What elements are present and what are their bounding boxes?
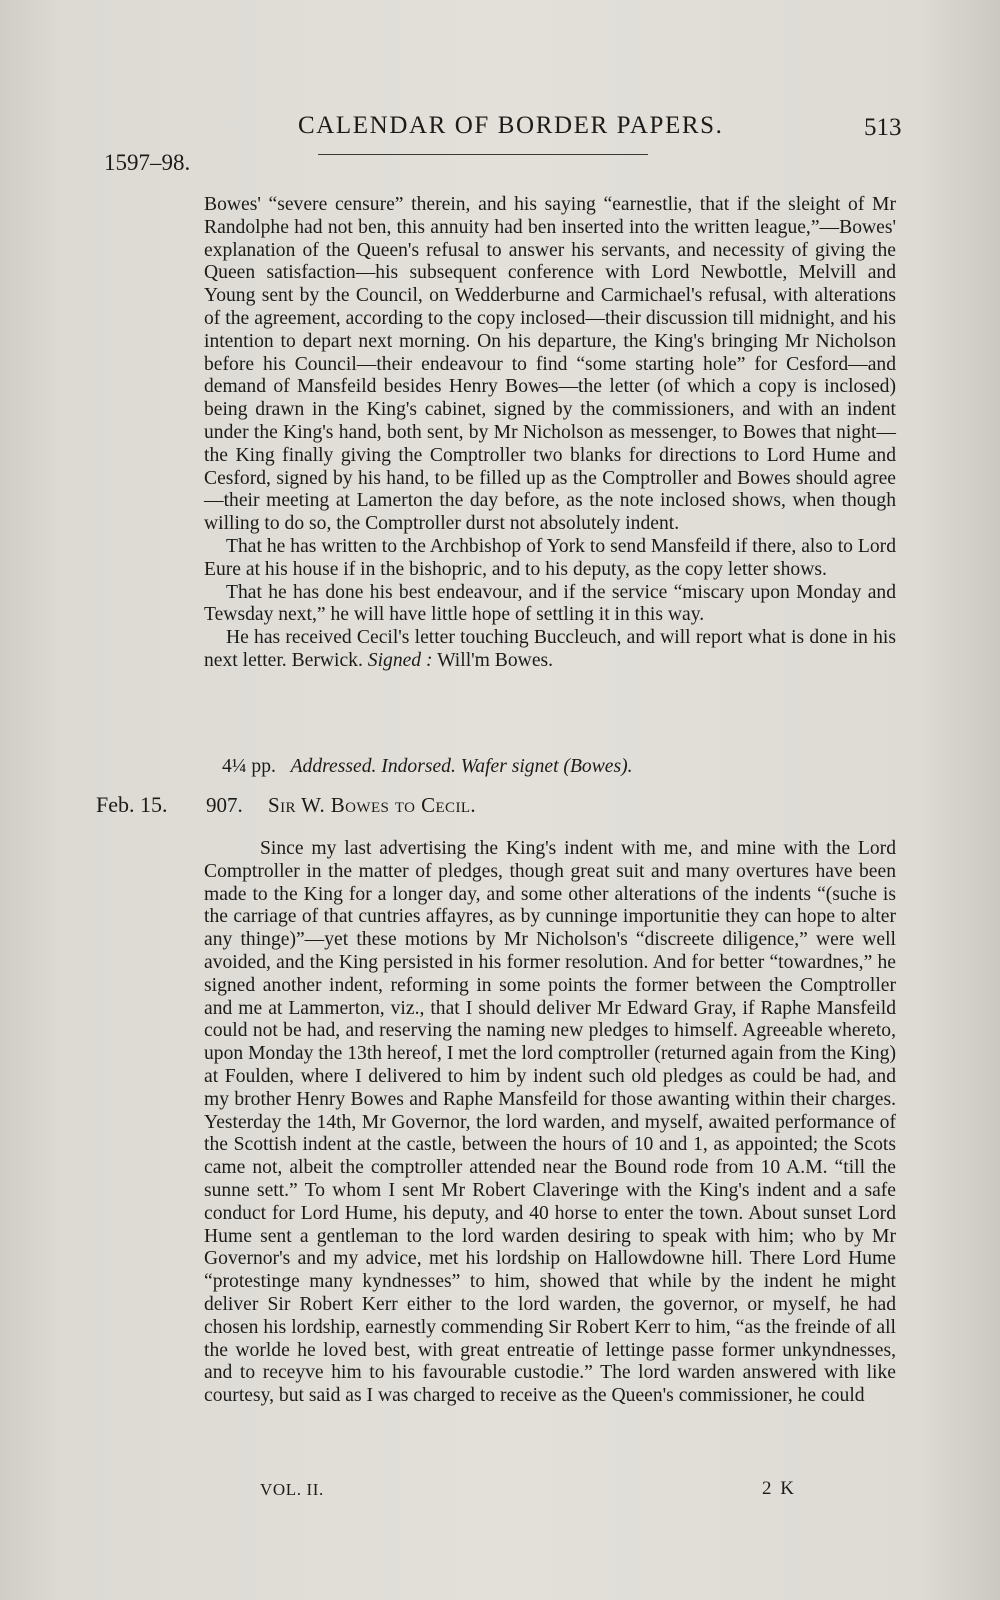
running-title: CALENDAR OF BORDER PAPERS. <box>298 112 724 139</box>
paragraph: That he has done his best endeavour, and if the service “miscary upon Monday and Tewsday next,” he will have little hope of settling it in this way. <box>204 581 896 626</box>
entry-number: 907. <box>206 793 243 817</box>
paragraph-with-signature <box>204 627 896 673</box>
entry-heading: Sir W. Bowes to Cecil. <box>268 793 477 817</box>
entry-body <box>204 838 896 1408</box>
continued-entry <box>204 194 896 673</box>
paragraph: Since my last advertising the King's indent with me, and mine with the Lord Comptroller in the matter of pledges, though great suit and many overtures have been made to the King for a longer day, and some other alterations of the indents “(suche is the carriage of that cuntries affayres, as by cunninge importunitie they can hope to alter any thinge)”—yet these motions by Mr Nicholson's “discreete diligence,” were well avoided, and the King persisted in his former resolution. And for better “towardnes,” he signed another indent, reforming in some points the former between the Comptroller and me at Lammerton, viz., that I should deliver Mr Edward Gray, if Raphe Mansfeild could not be had, and reserving the naming new pledges to himself. Agreeable whereto, upon Monday the 13th hereof, I met the lord comptroller (returned again from the King) at Foulden, where I delivered to him by indent such old pledges as could be had, and my brother Henry Bowes and Raphe Mansfeild for those awanting within their charges. Yesterday the 14th, Mr Governor, the lord warden, and myself, awaited performance of the Scottish indent at the castle, between the hours of 10 and 1, as appointed; the Scots came not, albeit the comptroller attended near the Bound rode from 10 A.M. “till the sunne sett.” To whom I sent Mr Robert Claveringe with the King's indent and a safe conduct for Lord Hume, his deputy, and 40 horse to enter the town. About sunset Lord Hume sent a gentleman to the lord warden desiring to speak with him; who by Mr Governor's and my advice, met his lordship on Hallowdowne hill. There Lord Hume “protestinge many kyndnesses” to him, showed that while by the indent he might deliver Sir Robert Kerr either to the lord warden, the governor, or myself, he had chosen his lordship, earnestly commending Sir Robert Kerr to him, “as the freinde of all the worlde he loved best, with great entreatie of lettinge passe former unkyndnesses, and to receyve him to his favourable custodie.” The lord warden answered with like courtesy, but said as I was charged to receive as the Queen's commissioner, he could <box>204 838 896 1407</box>
signed-label: Signed : <box>367 649 433 671</box>
entry-date: Feb. 15. <box>96 792 168 817</box>
page-number: 513 <box>864 114 902 141</box>
paragraph: He has received Cecil's letter touching Buccleuch, and will report what is done in his next letter. Berwick. <box>204 627 896 671</box>
page-header <box>0 112 1000 152</box>
signature: Will'm Bowes. <box>437 649 554 671</box>
signature-mark: 2 K <box>762 1478 796 1499</box>
paragraph: Bowes' “severe censure” therein, and his saying “earnestlie, that if the sleight of Mr Randolphe had not ben, this annuity had ben inserted into the written league,”—Bowes' explanation of the Queen's refusal to answer his servants, and necessity of giving the Queen satisfaction—his subsequent conference with Lord Newbottle, Melvill and Young sent by the Council, on Wedderburne and Carmichael's refusal, with alterations of the agreement, according to the copy inclosed—their discussion till midnight, and his intention to depart next morning. On his departure, the King's bringing Mr Nicholson before his Council—their endeavour to find “some starting hole” for Cesford—and demand of Mansfeild besides Henry Bowes—the letter (of which a copy is inclosed) being drawn in the King's cabinet, signed by the commissioners, and with an indent under the King's hand, both sent, by Mr Nicholson as messenger, to Bowes that night—the King finally giving the Comptroller two blanks for directions to Lord Hume and Cesford, signed by his hand, to be filled up as the Comptroller and Bowes should agree—their meeting at Lamerton the day before, as the note inclosed shows, when though willing to do so, the Comptroller durst not absolutely indent. <box>204 194 896 535</box>
page-count: 4¼ pp. <box>222 756 276 777</box>
metadata-notes: Addressed. Indorsed. Wafer signet (Bowes). <box>290 756 633 777</box>
volume-label: VOL. II. <box>260 1480 324 1499</box>
document-metadata <box>222 756 633 778</box>
year-heading: 1597–98. <box>104 150 191 175</box>
header-rule <box>318 154 648 155</box>
paragraph: That he has written to the Archbishop of York to send Mansfeild if there, also to Lord Eure at his house if in the bishopric, and to his deputy, as the copy letter shows. <box>204 535 896 580</box>
